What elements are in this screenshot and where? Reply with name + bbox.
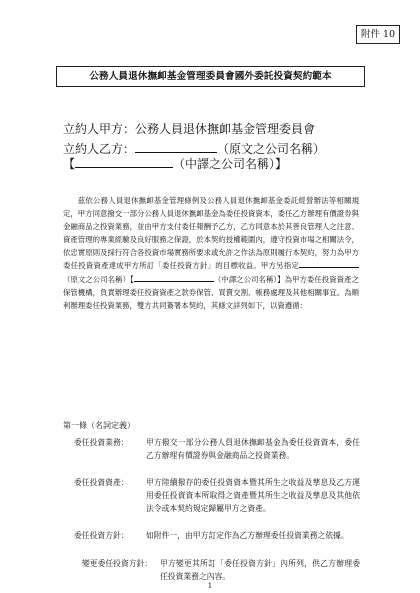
definition-term: 變更委任投資方針：	[82, 559, 153, 568]
definition-body: 甲方撥交一部分公務人員退休撫卹基金為委任投資資本，委任乙方辦理有價證券與金融商品之投資業務。	[146, 438, 360, 460]
preamble-text-1: 茲依公務人員退休撫卹基金管理條例及公務人員退休撫卹基金委託經營辦法等相關規定，甲方同意撥交一部分公務人員退休撫卹基金為委任投資資本，委任乙方辦理有價證券與金融商品之投資業務，並由甲方支付委任報酬予乙方，乙方同意本於其善良管理人之注意、資產管理的專業經驗及良好服務之保證，於本契約授權範圍內，遵守投資市場之相關法令，依忠實原則及採行符合各投資市場實務所要求或允許之作法為原則履行本契約，努力為甲方委任投資資產達成甲方所訂「委任投資方針」的目標收益。甲方另指定	[63, 196, 359, 271]
definition-term: 委任投資資產：	[74, 478, 129, 487]
party-a-line: 立約人甲方：公務人員退休撫卹基金管理委員會	[63, 122, 316, 136]
definition-item	[74, 477, 360, 531]
definition-term: 委任投資方針：	[74, 531, 129, 540]
custodian-chinese-name-blank	[134, 274, 214, 282]
party-b2-prefix: 【	[63, 157, 76, 171]
definition-body: 甲方陸續撥存的委任投資資本暨其所生之收益及孳息及乙方運用委任投資資本所取得之資產暨其所生之收益及孳息及其他依法令或本契約規定歸屬甲方之資產。	[146, 478, 360, 513]
page-number: 1	[207, 582, 213, 590]
party-b-chinese-line	[63, 156, 287, 172]
definition-item	[74, 437, 360, 475]
attachment-label: 附件 10	[356, 25, 400, 44]
article-1-heading: 第一條（名詞定義）	[63, 421, 135, 430]
party-b-prefix: 立約人乙方：	[63, 142, 136, 156]
party-b-line	[63, 141, 325, 157]
party-b2-blank	[75, 156, 173, 168]
custodian-name-blank	[299, 260, 359, 268]
definition-body: 如附件一，由甲方訂定作為乙方辦理委任投資業務之依據。	[146, 531, 349, 540]
document-title: 公務人員退休撫卹基金管理委員會國外委託投資契約範本	[56, 66, 365, 87]
definition-term: 委任投資業務：	[74, 438, 129, 447]
party-b2-suffix: （中譯之公司名稱）】	[173, 157, 288, 171]
preamble-text-2: （原文之公司名稱）【	[63, 274, 134, 284]
preamble-text-3: （中譯之公司名稱）】為甲方委任投資資產之保管機構，負責辦理委任投資資產之款券保管、買賣交割、帳務處理及其他相關事宜。為順利辦理委任投資業務，雙方共同簽署本契約，其條文詳列如下，以資遵循：	[63, 274, 359, 310]
definition-item	[74, 530, 360, 556]
party-b-blank	[135, 141, 217, 153]
party-b-suffix: （原文之公司名稱）	[217, 142, 326, 156]
preamble-paragraph	[63, 194, 359, 312]
definition-body: 甲方變更其所訂「委任投資方針」內所列，供乙方辦理委任投資業務之內容。	[160, 559, 360, 581]
definition-item	[82, 558, 360, 584]
